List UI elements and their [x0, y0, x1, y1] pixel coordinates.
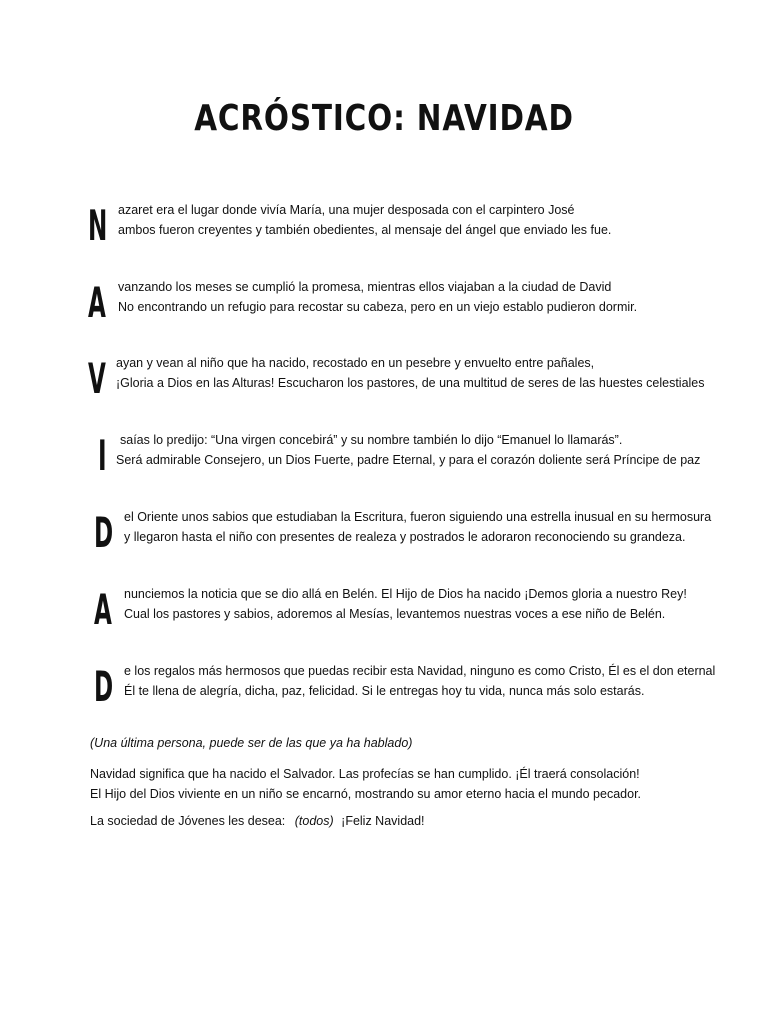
stanza-d — [88, 507, 728, 567]
christmas-wish — [90, 814, 425, 828]
wish-lead: La sociedad de Jóvenes les desea: — [90, 814, 286, 828]
page-title: ACRÓSTICO: NAVIDAD — [194, 98, 574, 139]
stanza-line: Será admirable Consejero, un Dios Fuerte, padre Eternal, y para el corazón doliente será Príncipe de paz — [116, 453, 701, 467]
stanza-initial: V — [88, 354, 106, 403]
stanza-line: ambos fueron creyentes y también obedientes, al mensaje del ángel que enviado les fue. — [118, 223, 612, 237]
stanza-v — [88, 353, 728, 413]
stanza-line: Cual los pastores y sabios, adoremos al Mesías, levantemos nuestras voces a ese niño de Belén. — [124, 607, 666, 621]
closing-line: El Hijo del Dios viviente en un niño se encarnó, mostrando su amor eterno hacia el mundo pecador. — [90, 787, 642, 801]
stanza-line: No encontrando un refugio para recostar su cabeza, pero en un viejo establo pudieron dormir. — [118, 300, 638, 314]
stanza-line: saías lo predijo: “Una virgen concebirá” y su nombre también lo dijo “Emanuel lo llamarás”. — [120, 433, 623, 447]
instruction-note: (Una última persona, puede ser de las que ya ha hablado) — [90, 736, 413, 750]
stanza-line: el Oriente unos sabios que estudiaban la Escritura, fueron siguiendo una estrella inusual en su hermosura — [124, 510, 712, 524]
stanza-line: azaret era el lugar donde vivía María, una mujer desposada con el carpintero José — [118, 203, 575, 217]
stanza-line: e los regalos más hermosos que puedas recibir esta Navidad, ninguno es como Cristo, Él es el don eternal — [124, 664, 716, 678]
stanza-line: Él te llena de alegría, dicha, paz, felicidad. Si le entregas hoy tu vida, nunca más solo estarás. — [124, 684, 645, 698]
stanza-initial: D — [94, 662, 114, 711]
stanza-a2 — [88, 584, 728, 644]
stanza-line: y llegaron hasta el niño con presentes de realeza y postrados le adoraron reconociendo su grandeza. — [124, 530, 686, 544]
stanza-initial: I — [98, 431, 107, 480]
stanza-line: nunciemos la noticia que se dio allá en Belén. El Hijo de Dios ha nacido ¡Demos gloria a nuestro Rey! — [124, 587, 687, 601]
stanza-initial: D — [94, 508, 114, 557]
stanza-a — [88, 277, 728, 337]
wish-todos: (todos) — [294, 814, 334, 828]
wish-end: ¡Feliz Navidad! — [341, 814, 425, 828]
stanza-line: vanzando los meses se cumplió la promesa, mientras ellos viajaban a la ciudad de David — [118, 280, 612, 294]
stanza-initial: A — [88, 278, 106, 327]
stanza-line: ¡Gloria a Dios en las Alturas! Escucharon los pastores, de una multitud de seres de las huestes celestiales — [116, 376, 705, 390]
stanza-initial: A — [94, 585, 112, 634]
stanza-i — [88, 430, 728, 490]
stanza-line: ayan y vean al niño que ha nacido, recostado en un pesebre y envuelto entre pañales, — [116, 356, 595, 370]
closing-paragraph — [90, 764, 641, 804]
stanza-n — [88, 200, 728, 260]
closing-line: Navidad significa que ha nacido el Salvador. Las profecías se han cumplido. ¡Él traerá consolación! — [90, 767, 640, 781]
stanza-d2 — [88, 661, 728, 721]
stanza-initial: N — [88, 201, 108, 250]
